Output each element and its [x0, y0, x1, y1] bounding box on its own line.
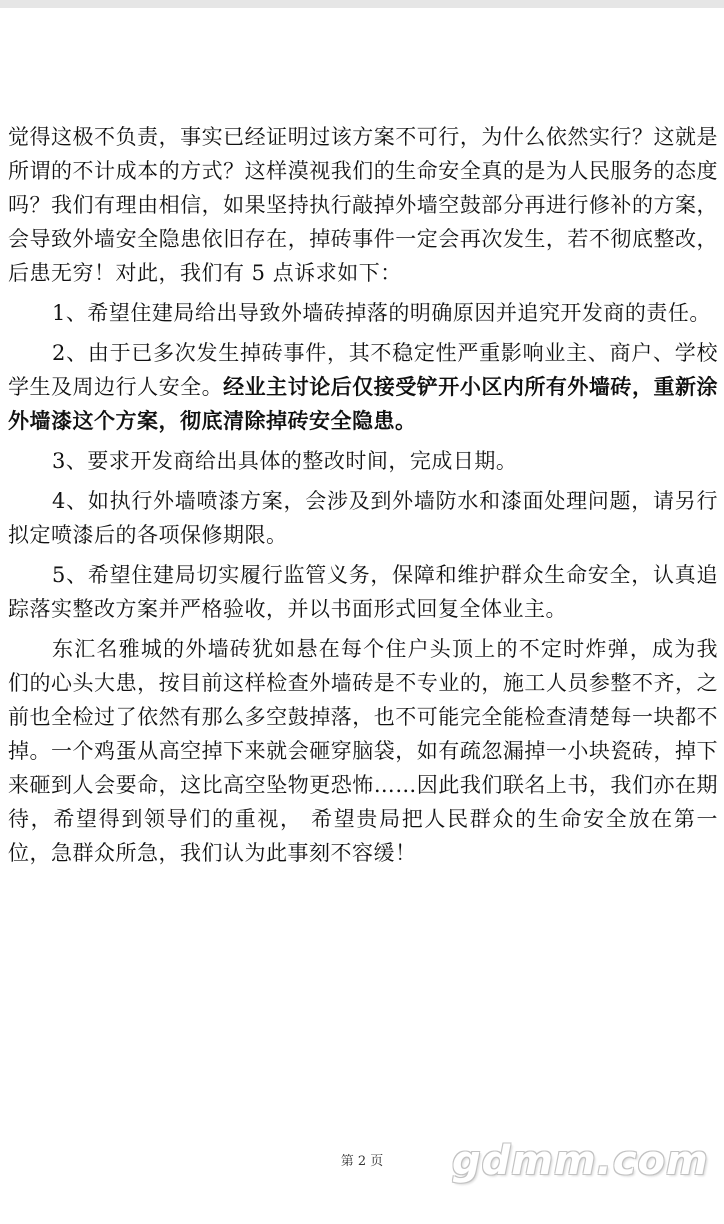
demand-item-2-text: 2、由于已多次发生掉砖事件，其不稳定性严重影响业主、商户、学校学生及周边行人安全。 — [8, 341, 718, 399]
demand-item-1: 1、希望住建局给出导致外墙砖掉落的明确原因并追究开发商的责任。 — [52, 301, 711, 325]
top-bar — [0, 0, 724, 8]
demand-item-3: 3、要求开发商给出具体的整改时间，完成日期。 — [52, 449, 518, 473]
paragraph-conclusion: 东汇名雅城的外墙砖犹如悬在每个住户头顶上的不定时炸弹，成为我们的心头大患，按目前这样检查外墙砖是不专业的，施工人员参整不齐，之前也全检过了依然有那么多空鼓掉落，也不可能完全能检查清楚每一块都不掉。一个鸡蛋从高空掉下来就会砸穿脑袋，如有疏忽漏掉一小块瓷砖，掉下来砸到人会要命，这比高空坠物更恐怖……因此我们联名上书，我们亦在期待，希望得到领导们的重视， 希望贵局把人民群众的生命安全放在第一位，急群众所急，我们认为此事刻不容缓！ — [8, 637, 718, 865]
page-number: 第 2 页 — [340, 1154, 384, 1169]
watermark-logo: gdmm.com — [452, 1138, 709, 1184]
demand-item-5: 5、希望住建局切实履行监管义务，保障和维护群众生命安全，认真追踪落实整改方案并严格验收，并以书面形式回复全体业主。 — [8, 563, 718, 621]
demand-item-2 — [8, 336, 718, 438]
paragraph-intro: 觉得这极不负责，事实已经证明过该方案不可行，为什么依然实行？这就是所谓的不计成本的方式？这样漠视我们的生命安全真的是为人民服务的态度吗？我们有理由相信，如果坚持执行敲掉外墙空鼓部分再进行修补的方案，会导致外墙安全隐患依旧存在，掉砖事件一定会再次发生，若不彻底整改，后患无穷！对此，我们有 5 点诉求如下： — [8, 125, 718, 285]
document-body — [8, 120, 718, 870]
demand-item-2-bold-text: 经业主讨论后仅接受铲开小区内所有外墙砖，重新涂外墙漆这个方案，彻底清除掉砖安全隐患。 — [8, 374, 718, 433]
demand-item-4: 4、如执行外墙喷漆方案，会涉及到外墙防水和漆面处理问题，请另行拟定喷漆后的各项保修期限。 — [8, 489, 718, 547]
